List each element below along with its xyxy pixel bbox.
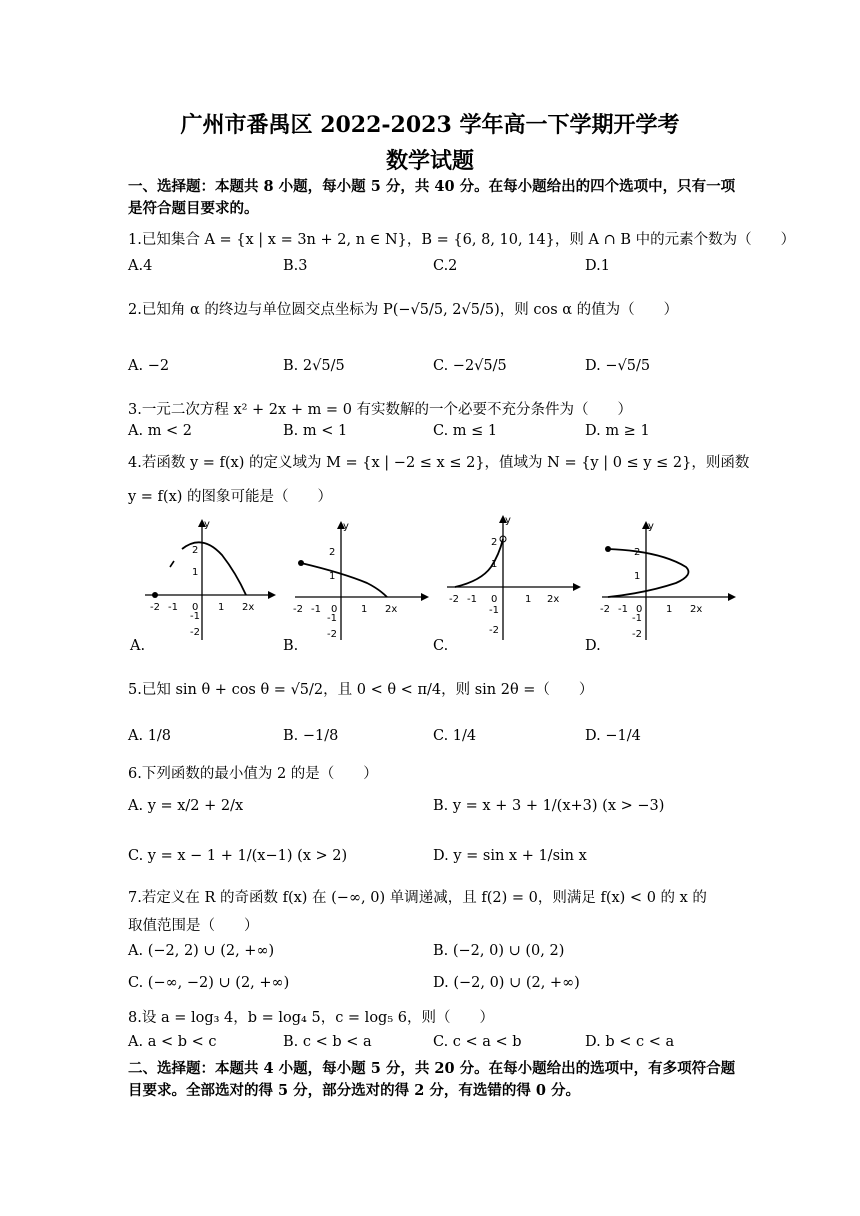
question-1-stem: 1.已知集合 A = {x | x = 3n + 2, n ∈ N}，B = {6, 8, 10, 14}，则 A ∩ B 中的元素个数为（ ） [128,232,796,248]
graph-c [433,515,583,643]
q3-option-c: C. m ≤ 1 [433,423,498,439]
svg-text:y: y [343,521,349,532]
graph-d-label: D. [585,638,601,654]
q3-option-a: A. m < 2 [128,423,193,439]
svg-text:1: 1 [192,567,199,578]
svg-text:2x: 2x [690,604,703,615]
q2-option-c: C. −2√5/5 [433,358,507,374]
svg-text:-2: -2 [600,604,610,615]
svg-text:-2: -2 [632,629,642,640]
q7-option-d: D. (−2, 0) ∪ (2, +∞) [433,975,580,991]
q8-option-b: B. c < b < a [283,1034,372,1050]
q3-option-d: D. m ≥ 1 [585,423,650,439]
svg-text:y: y [204,519,210,530]
svg-text:2: 2 [329,547,336,558]
svg-text:2x: 2x [385,604,398,615]
svg-text:-1: -1 [327,613,337,624]
graph-c-label: C. [433,638,449,654]
svg-text:1: 1 [525,594,532,605]
svg-text:1: 1 [361,604,368,615]
svg-text:-2: -2 [190,627,200,638]
svg-text:-1: -1 [632,613,642,624]
exam-subtitle: 数学试题 [385,148,474,174]
question-6-stem: 6.下列函数的最小值为 2 的是（ ） [128,766,378,782]
q8-option-a: A. a < b < c [128,1034,217,1050]
q5-option-d: D. −1/4 [585,728,641,744]
svg-text:2: 2 [634,547,641,558]
q1-option-b: B.3 [283,258,308,274]
question-4-stem-line2: y = f(x) 的图象可能是（ ） [128,489,333,505]
q3-option-b: B. m < 1 [283,423,348,439]
graph-a [130,515,280,643]
graph-b [283,515,433,643]
question-2-stem: 2.已知角 α 的终边与单位圆交点坐标为 P(−√5/5, 2√5/5)，则 cos α 的值为（ ） [128,302,679,318]
svg-text:0: 0 [331,604,338,615]
svg-text:-2: -2 [489,625,499,636]
svg-text:-2: -2 [150,602,160,613]
svg-text:0: 0 [491,594,498,605]
q2-option-a: A. −2 [128,358,170,374]
svg-text:-2: -2 [327,629,337,640]
q5-option-b: B. −1/8 [283,728,339,744]
question-7-stem-line2: 取值范围是（ ） [128,918,259,934]
section1-instructions: 一、选择题：本题共 8 小题，每小题 5 分，共 40 分。在每小题给出的四个选项中，只有一项是符合题目要求的。 [128,178,736,217]
q2-option-b: B. 2√5/5 [283,358,345,374]
question-4-stem-line1: 4.若函数 y = f(x) 的定义域为 M = {x | −2 ≤ x ≤ 2}，值域为 N = {y | 0 ≤ y ≤ 2}，则函数 [128,455,750,471]
question-8-stem: 8.设 a = log₃ 4，b = log₄ 5，c = log₅ 6，则（ ） [128,1010,494,1026]
q1-option-a: A.4 [128,258,153,274]
svg-text:-1: -1 [311,604,321,615]
question-3-stem: 3.一元二次方程 x² + 2x + m = 0 有实数解的一个必要不充分条件为（ ） [128,402,633,418]
svg-text:0: 0 [192,602,199,613]
svg-text:y: y [505,515,511,526]
svg-text:1: 1 [491,559,498,570]
svg-text:2: 2 [491,537,498,548]
graph-b-label: B. [283,638,299,654]
svg-text:1: 1 [329,571,336,582]
q7-option-c: C. (−∞, −2) ∪ (2, +∞) [128,975,290,991]
svg-text:y: y [648,521,654,532]
q1-option-c: C.2 [433,258,458,274]
q7-option-b: B. (−2, 0) ∪ (0, 2) [433,943,565,959]
svg-text:-2: -2 [293,604,303,615]
q6-option-d: D. y = sin x + 1/sin x [433,848,587,864]
svg-text:2x: 2x [242,602,255,613]
q6-option-a: A. y = x/2 + 2/x [128,798,244,814]
svg-text:-1: -1 [618,604,628,615]
q5-option-a: A. 1/8 [128,728,172,744]
graph-a-label: A. [130,638,146,654]
svg-text:-1: -1 [168,602,178,613]
graph-d [590,515,740,643]
question-7-stem-line1: 7.若定义在 R 的奇函数 f(x) 在 (−∞, 0) 单调递减，且 f(2) = 0，则满足 f(x) < 0 的 x 的 [128,890,707,906]
exam-title: 广州市番禺区 2022-2023 学年高一下学期开学考 [180,112,680,138]
q6-option-b: B. y = x + 3 + 1/(x+3) (x > −3) [433,798,665,814]
svg-text:1: 1 [218,602,225,613]
question-5-stem: 5.已知 sin θ + cos θ = √5/2，且 0 < θ < π/4，则 sin 2θ =（ ） [128,682,594,698]
q8-option-c: C. c < a < b [433,1034,522,1050]
q1-option-d: D.1 [585,258,610,274]
q8-option-d: D. b < c < a [585,1034,675,1050]
svg-text:0: 0 [636,604,643,615]
svg-text:-1: -1 [190,611,200,622]
svg-text:1: 1 [666,604,673,615]
svg-text:1: 1 [634,571,641,582]
q6-option-c: C. y = x − 1 + 1/(x−1) (x > 2) [128,848,348,864]
svg-text:-2: -2 [449,594,459,605]
svg-text:-1: -1 [489,605,499,616]
svg-text:2: 2 [192,545,199,556]
svg-text:2x: 2x [547,594,560,605]
svg-text:-1: -1 [467,594,477,605]
q2-option-d: D. −√5/5 [585,358,651,374]
q5-option-c: C. 1/4 [433,728,477,744]
section2-instructions: 二、选择题：本题共 4 小题，每小题 5 分，共 20 分。在每小题给出的选项中，有多项符合题目要求。全部选对的得 5 分，部分选对的得 2 分，有选错的得 0 分。 [128,1060,736,1099]
q7-option-a: A. (−2, 2) ∪ (2, +∞) [128,943,275,959]
